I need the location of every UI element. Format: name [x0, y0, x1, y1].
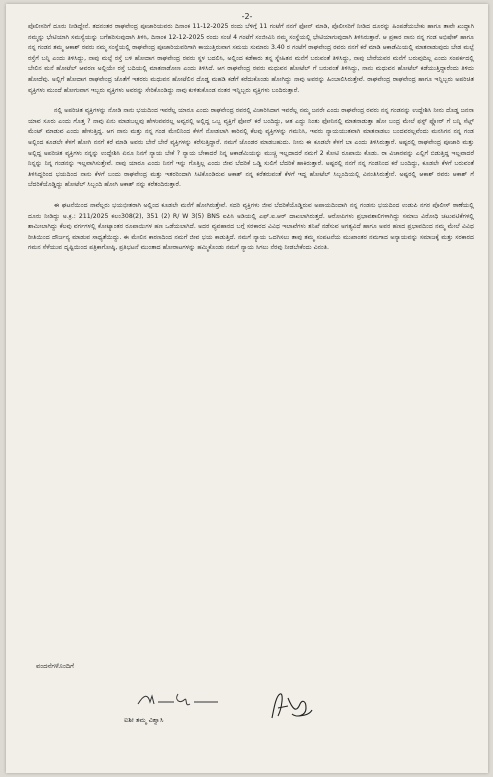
letter-page	[6, 4, 488, 773]
signature-1	[134, 690, 224, 712]
letter-body	[28, 22, 474, 254]
signature-2	[266, 688, 316, 724]
paragraph-2: ನಲ್ಲಿ ಅಪರಿಚಿತ ವ್ಯಕ್ತಿಗಳನ್ನು ನೋಡಿ ನಾನು ಭಯದಿಂದ ಇವರೆಲ್ಲ ಯಾರೂ ಎಂದು ರಾಘವೇಂದ್ರ ರವರಲ್ಲಿ ವಿಚಾರಿಸಿದಾಗ ಇವರೆಲ್ಲ ನಮ್ಮ ಜನರೇ ಎಂದು ರಾಘವೇಂದ್ರ ರವರು ನನ್ನ ಗಂಡನನ್ನು ಉದ್ದೇಶಿಸಿ ನೀನು ದೊಡ್ಡ ಜನನಾ ಯಾವ ಸೂರು ಎಂದು ಗೊತ್ತ ? ನಾವು ಏನು ಮಾಡಬಲ್ಲವು ಹೇಳುವವರಲ್ಲ ಅವ್ವರಲ್ಲಿ ಅಲ್ಲಿದ್ದ ಒಬ್ಬ ವ್ಯಕ್ತಿಗೆ ಫೋನ್ ಕರೆ ಬಂದಿದ್ದು, ಆತ ಎದ್ದು ನಿಂತು ಫೋನಿನಲ್ಲಿ ಮಾತನಾಡುತ್ತಾ ಹೋ ಬಂದ್ರ ಮೇಲೆ ಫಸ್ಟ್ ಫ್ಲೋರ್ ಗೆ ಬನ್ನಿ ಸೆಟ್ಲ್ ಮೆಂಟ್ ಮಾಡುವ ಎಂದು ಹೇಳುತ್ತಿದ್ದ. ಆಗ ನಾನು ಮತ್ತು ನನ್ನ ಗಂಡ ಮೇಲಿನಿಂದ ಕೆಳಗೆ ನೋಡಲಾಗಿ ಕಾರಿನಲ್ಲಿ ಕೆಲವು ವ್ಯಕ್ತಿಗಳನ್ನು ಗಮನಿಸಿ, ಇವರು ನ್ಯಾಯಯುತವಾಗಿ ಮಾತನಾಡಲು ಬಂದವರಲ್ಲವೆಂದು ಮನಸಿಗನ ನನ್ನ ಗಂಡ ಅಲ್ಲಿಂದ ಕೂಡಲೇ ಕೆಳಗೆ ಹೋಗಿ ನನಗೆ ಕರೆ ಮಾಡಿ ಅವರು ಬೇರೆ ಬೇರೆ ವ್ಯಕ್ತಿಗಳನ್ನು ಕರೆಸುತ್ತಿದ್ದಾರೆ. ನಮಗೆ ಜೊಂಡರ ಮಾಡಬಹುದು. ನೀನು ಈ ಕೂಡಲೇ ಕೆಳಗೆ ಬಾ ಎಂದು ತಿಳಿಸಿರುತ್ತಾರೆ. ಅಷ್ಟರಲ್ಲಿ ರಾಘವೇಂದ್ರ ಪೂಜಾರಿ ಮತ್ತು ಅಲ್ಲಿದ್ದ ಅಪರಿಚಿತ ವ್ಯಕ್ತಿಗಳು ನನ್ನನ್ನು ಉದ್ದೇಶಿಸಿ ಏನೂ ನಿನಗೆ ನ್ಯಾಯ ಬೇಕೆ ? ನ್ಯಾಯ ಬೇಕಾದರೆ ನಿನ್ನ ಆಕಾಡೆಮಿಯನ್ನು ಮುಚ್ಚಿ ಇಲ್ಲದಾದರೆ ನಮಗೆ 2 ಕೋಟಿ ರೂಪಾಯಿ ಕೊಡು. ರಾ ವಿಚಾರವನ್ನು ಎಲ್ಲಿಗೆ ಬಿಡುತ್ತಿದ್ದ ಇಲ್ಲವಾದರೆ ನಿನ್ನನ್ನು ನಿನ್ನ ಗಂಡನನ್ನು ಇಲ್ಲವಾಗಿಸುತ್ತೇವೆ. ನಾವು ಯಾರೂ ಎಂದು ನಿನಗೆ ಇನ್ನು ಗೊತ್ತಿಲ್ಲ ಎಂದು ಜೀವ ಬೆದರಿಕೆ ಒಡ್ಡಿ ಸುಲಿಗೆ ಬೆದರಿಕೆ ಹಾಕಿರುತ್ತಾರೆ. ಅಷ್ಟರಲ್ಲಿ ನನಗೆ ನನ್ನ ಗಂಡನಿಂದ ಕರೆ ಬಂದಿದ್ದು, ಕೂಡಲೇ ಕೆಳಗೆ ಬರುವಂತೆ ತಿಳಿಸಿದ್ದರಿಂದ ಭಯದಿಂದ ನಾನು ಕೆಳಗೆ ಬಂದು ರಾಘವೇಂದ್ರ ಮತ್ತು ಇತರರಿಂದಾಗಿ ಸಿಟಿಕೊಂಡಿರುವ ಆಕಾಶ್ ನನ್ನ ಕರೆತರುವಂತೆ ಕೆಳಗೆ ಇದ್ದ ಹೋಟೆಲ್ ಸಿಬ್ಬಂದಿಯಲ್ಲಿ ವಿನಂತಿಸಿರುತ್ತೇನೆ. ಅಷ್ಟರಲ್ಲಿ ಆಕಾಶ್ ರವರು ಆಕಾಶ್ ಗೆ ಬೆದರಿಕೆಯೊಡ್ಡಿದ್ದು ಹೋಟೆಲ್ ಸಿಬ್ಬಂದಿ ಹೋಗಿ ಆಕಾಶ್ ನನ್ನು ಕರೆತಂದಿರುತ್ತಾರೆ.	[28, 107, 474, 189]
closing-salutation: ವಂದನೆಗಳೊಂದಿಗೆ	[36, 662, 74, 670]
paragraph-3: ಈ ಘಟನೆಯಿಂದ ನಾವೆಲ್ಲರು ಭಯಭೀತರಾಗಿ ಅಲ್ಲಿಂದ ಕೂಡಲೇ ಮನೆಗೆ ಹೋಗಿರುತ್ತೇವೆ. ಸದರಿ ವ್ಯಕ್ತಿಗಳು ಜೀವ ಬೆದರಿಕೆಯೊಡ್ಡಿರುವ ಅಪಾಯದಿಂದಾಗಿ ನನ್ನ ಗಂಡನು ಭಯದಿಂದ ಉಡುಪಿ ನಗರ ಪೊಲೀಸ್ ಠಾಣೆಯಲ್ಲಿ ದೂರು ನೀಡಿದ್ದು ಅ.ಕ್ರ.: 211/2025 ಕಲಂ308(2), 351 (2) R/ W 3(5) BNS ಐಪಿಸಿ ಅಡಿಯಲ್ಲಿ ಎಫ್.ಐ.ಆರ್ ದಾಖಲಾಗಿರುತ್ತದೆ. ಆರೋಪಿಗಳು ಪ್ರಭಾವಶಾಲಿಗಳಾಗಿದ್ದು ಸಮಾಜ ವಿರೋಧಿ ಚಟುವಟಿಕೆಗಳಲ್ಲಿ ಶಾಮೀಲಾಗಿದ್ದು ಕೆಲವು ವರ್ಗಗಳಲ್ಲಿ ಕೋಟ್ಯಾಂತರ ರೂಪಾಯಿಗಳ ಹಣ ಒಡೆಯಲಾಗಿದೆ. ಅದರ ವ್ಯವಹಾರದ ಬಗ್ಗೆ ಸರಕಾರದ ವಿವಿಧ ಇಲಾಖೆಗಳು ತನಿಖೆ ನಡೆಸುವ ಅಗತ್ಯವಿದೆ ಹಾಗೂ ಅವರ ಹಣದ ಪ್ರಭಾವದಿಂದ ನಮ್ಮ ಮೇಲೆ ವಿವಿಧ ರೀತಿಯಿಂದ ದೌರ್ಜನ್ಯ ಮಾಡುವ ಸಾಧ್ಯತೆಯಿದ್ದು. ಈ ಮೇಲಿನ ಕಾರಣದಿಂದ ನಮಗೆ ಜೀವ ಭಯ ಕಾಡುತ್ತಿದೆ. ನಮಗೆ ನ್ಯಾಯ ಒದಗಿಸಲು ತಾವು ತಮ್ಮ ಸಂಪಟನೆಯ ಮುಖಾಂತರ ನಮಗಾದ ಅನ್ಯಾಯವನ್ನು ಸಮಾಜಕ್ಕೆ ಮತ್ತು ಸರಕಾರದ ಗಮನ ಸೆಳೆಯುವ ದೃಷ್ಟಿಯಿಂದ ಪತ್ರಿಕಾಗೋಷ್ಠಿ, ಪ್ರತಿಭಟನೆ ಮುಂತಾದ ಹೋರಾಟಗಳನ್ನು ಹಮ್ಮಿಕೊಂಡು ನಮಗೆ ನ್ಯಾಯ ಸಿಗಲು ನೆರವು ನೀಡಬೇಕೆಂದು ವಿನಂತಿ.	[28, 201, 474, 252]
signatory-name: ಐಶೀ ತಮ್ಮ ವಿಶ್ವಾಸಿ	[124, 716, 164, 724]
page-number: -2-	[241, 12, 253, 21]
paragraph-1: ಪೊಲೀಸರಿಗೆ ದೂರು ನೀಡಿದ್ದೇನೆ. ತದನಂತರ ರಾಘವೇಂದ್ರ ಪೂಜಾರಿಯವರು ದಿನಾಂಕ 11-12-2025 ರಂದು ಬೆಳಿಗ್ಗೆ 11 ಗಂಟೆಗೆ ನನಗೆ ಫೋನ್ ಮಾಡಿ, ಪೊಲೀಸರಿಗೆ ನೀಡಿದ ದೂರನ್ನು ಹಿಂಪಡೆಯಬೇಕು ಹಾಗೂ ತಾವೇ ಖುದ್ದಾಗಿ ನಮ್ಮನ್ನು ಭೇಟಿಯಾಗಿ ಸಮಸ್ಯೆಯನ್ನು ಬಗೆಹರಿಸುವುದಾಗಿ ತಿಳಿಸಿ, ದಿನಾಂಕ 12-12-2025 ರಂದು ಸಂಜೆ 4 ಗಂಟೆಗೆ ಸಂಜೀವಿನಿ ನಮ್ಮ ಸಂಸ್ಥೆಯಲ್ಲಿ ಭೇಟಿಯಾಗುವುದಾಗಿ ತಿಳಿಸಿರುತ್ತಾರೆ. ಆ ಪ್ರಕಾರ ನಾನು ನನ್ನ ಗಂಡ ಅಭಿಷೇಕ್ ಹಾಗೂ ನನ್ನ ಗಂಡನ ತಮ್ಮ ಆಕಾಶ್ ರವರು ನಮ್ಮ ಸಂಸ್ಥೆಯಲ್ಲಿ ರಾಘವೇಂದ್ರ ಪೂಜಾರಿಯವರಿಗಾಗಿ ಕಾಯುತ್ತಿರುವಾಗ ಸಮಯ ಸುಮಾರು 3.40 ರ ಗಂಟೆಗೆ ರಾಘವೇಂದ್ರ ರವರು ನನಗೆ ಕರೆ ಮಾಡಿ ಆಕಾಡೆಮಿಯಲ್ಲಿ ಮಾತನಾಡುವುದು ಬೇಡ ಮಲ್ಪೆ ರಸ್ತೆಗೆ ಬನ್ನಿ ಎಂದು ತಿಳಿಸಿದ್ದು, ನಾವು ಮಲ್ಪೆ ರಸ್ತೆ ಬಳಿ ಹೋದಾಗ ರಾಘವೇಂದ್ರ ರವರು ಸ್ಥಳ ಬದಲಿಸಿ, ಅಲ್ಲಿಂದ ಕಡೆಕಾರು ತನ್ನ ಸ್ನೇಹಿತನ ಮನೆಗೆ ಬರುವಂತೆ ತಿಳಿಸಿದ್ದು, ನಾವು ಬೇರೆಯವರ ಮನೆಗೆ ಬರುವುದಿಲ್ಲ ಎಂದು ಸಂಪರ್ಕದಲ್ಲಿ ಬೇಲಿನ ಮನೆ ಹೋಟೆಲ್ ಆವರಣ ಅಲ್ಲಿಯೇ ರಸ್ತೆ ಬದಿಯಲ್ಲಿ ಮಾತನಾಡೋಣ ಎಂದು ತಿಳಿಸಿದೆ. ಆಗ ರಾಘವೇಂದ್ರ ರವರು ಮಧುವನ ಹೋಟೆಲ್ ಗೆ ಬರುವಂತೆ ತಿಳಿಸಿದ್ದು, ನಾನು ಮಧುವನ ಹೋಟೆಲ್ ಕಡೆಯುತ್ತಿದ್ದಾರೆಂದು ತಿಳಿದು ಹೋದೆವು. ಅಲ್ಲಿಗೆ ಹೋದಾಗ ರಾಘವೇಂದ್ರ ಜೊತೆಗೆ ಇತರರು ಮಧುವನ ಹೋಟೆಲಿನ ದೊಡ್ಡ ಮಹಡಿ ಕಡೆಗೆ ಕರೆದುಕೊಂಡು ಹೋಗಿದ್ದು ನಾವು ಅವರನ್ನು ಹಿಂಬಾಲಿಸಿರುತ್ತೇವೆ. ರಾಘವೇಂದ್ರ ರಾಘವೇಂದ್ರ ಹಾಗೂ ಇನ್ನಿಬ್ಬರು ಅಪರಿಚಿತ ವ್ಯಕ್ತಿಗಳು ಮುಂದೆ ಹೋಗುವಾಗ ಇಬ್ಬರು ವ್ಯಕ್ತಿಗಳು ಅವರನ್ನು ಸೇರಿಕೊಂಡಿದ್ದು ನಾವು ಕುಳಿತುಕೊಂಡ ನಂತರ ಇನ್ನಿಬ್ಬರು ವ್ಯಕ್ತಿಗಳು ಬಂದಿರುತ್ತಾರೆ.	[28, 23, 474, 94]
